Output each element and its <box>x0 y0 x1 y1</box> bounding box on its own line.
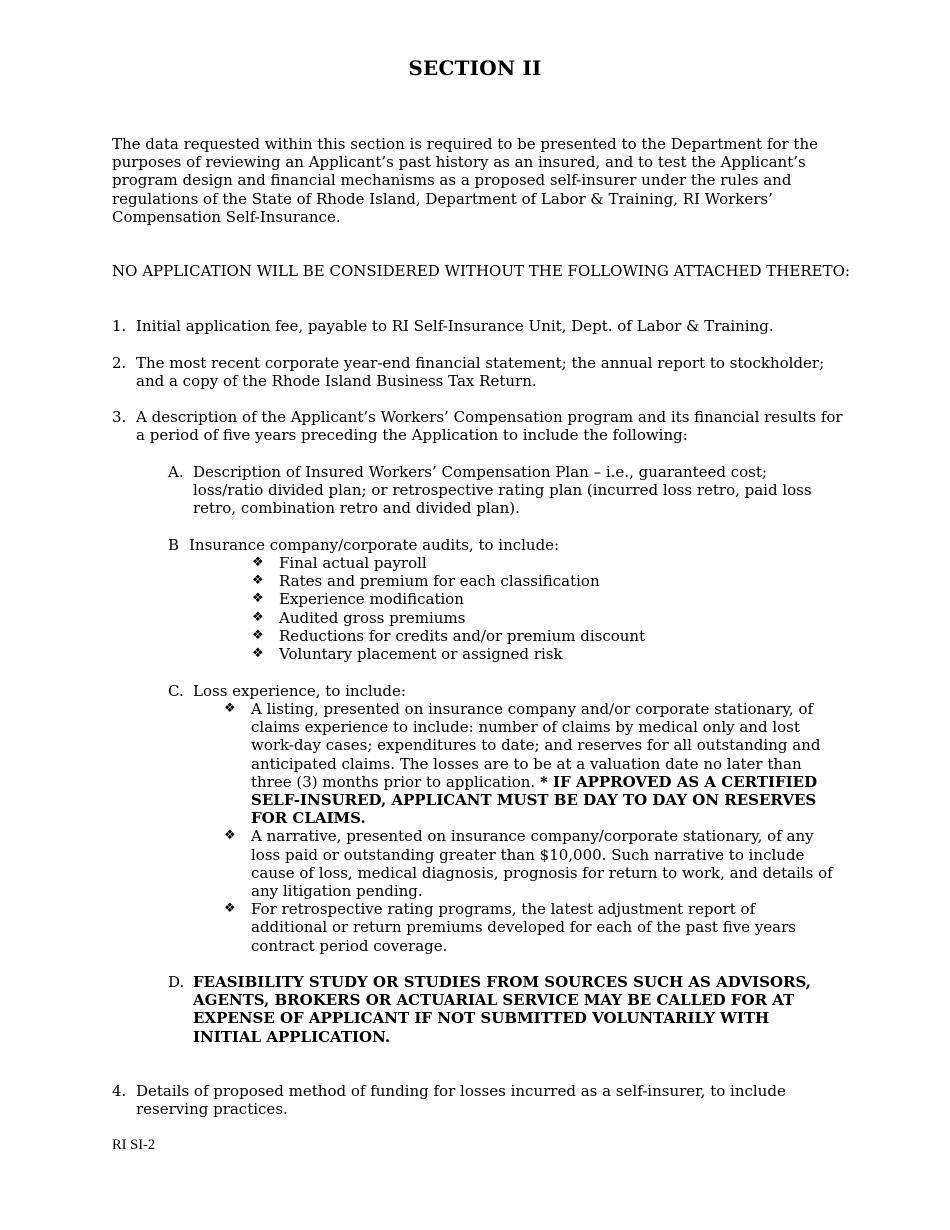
list-item: ❖ Reductions for credits and/or premium discount <box>252 626 646 645</box>
bullet-text: For retrospective rating programs, the latest adjustment report of additional or return premiums developed for each of the past five years contract period coverage. <box>251 900 796 955</box>
diamond-bullet-icon: ❖ <box>224 828 236 844</box>
list-item <box>224 827 834 900</box>
diamond-bullet-icon: ❖ <box>252 573 264 589</box>
sub-item-c <box>168 682 838 700</box>
list-item: ❖ Experience modification <box>252 590 464 609</box>
item-number: 3. <box>112 408 127 426</box>
diamond-bullet-icon: ❖ <box>224 901 236 917</box>
diamond-bullet-icon: ❖ <box>252 555 264 570</box>
item-number: 4. <box>112 1082 127 1100</box>
requirement-notice: NO APPLICATION WILL BE CONSIDERED WITHOUT THE FOLLOWING ATTACHED THERETO: <box>112 262 850 280</box>
form-number: RI SI-2 <box>112 1137 156 1153</box>
list-item-3 <box>112 408 852 444</box>
sub-item-letter: C. <box>168 682 184 700</box>
sub-item-a <box>168 463 813 518</box>
item-text: Details of proposed method of funding for losses incurred as a self-insurer, to include reserving practices. <box>136 1082 786 1119</box>
diamond-bullet-icon: ❖ <box>252 627 264 643</box>
sub-item-letter: B <box>168 536 180 554</box>
audit-bullet-list <box>252 554 752 663</box>
intro-paragraph: The data requested within this section is required to be presented to the Department for the purposes of reviewing an Applicant’s past history as an insured, and to test the Applicant’s program design and financial mechanisms as a proposed self-insurer under the rules and regulations of the State of Rhode Island, Department of Labor & Training, RI Workers’ Compensation Self-Insurance. <box>112 135 818 226</box>
item-number: 2. <box>112 354 127 372</box>
list-item <box>224 700 834 827</box>
sub-item-text: Description of Insured Workers’ Compensation Plan – i.e., guaranteed cost; loss/ratio divided plan; or retrospective rating plan (incurred loss retro, paid loss retro, combination retro and divided plan). <box>193 463 812 518</box>
list-item-1 <box>112 317 847 335</box>
list-item <box>224 900 834 955</box>
bullet-bold-warning: * IF APPROVED AS A CERTIFIED SELF-INSURED, APPLICANT MUST BE DAY TO DAY ON RESERVES FOR CLAIMS. <box>251 772 818 828</box>
list-item: ❖ Audited gross premiums <box>252 608 466 627</box>
list-item: ❖ Rates and premium for each classification <box>252 572 600 591</box>
item-text: Initial application fee, payable to RI Self-Insurance Unit, Dept. of Labor & Training. <box>136 317 774 335</box>
sub-item-text: Insurance company/corporate audits, to include: <box>189 536 560 554</box>
sub-item-letter: D. <box>168 973 185 991</box>
item-text: A description of the Applicant’s Workers’ Compensation program and its financial results for a period of five years preceding the Application to include the following: <box>136 408 843 445</box>
loss-experience-bullet-list <box>224 700 834 955</box>
bullet-text: A listing, presented on insurance company and/or corporate stationary, of claims experience to include: number of claims by medical only and lost work-day cases; expenditures to date; and reserves for all outstanding and anticipated claims. The losses are to be at a valuation date no later than three (3) months prior to application. <box>251 700 821 791</box>
diamond-bullet-icon: ❖ <box>252 609 264 625</box>
sub-item-b <box>168 536 838 554</box>
section-title: SECTION II <box>408 56 542 80</box>
sub-item-letter: A. <box>168 463 184 481</box>
list-item: ❖ Final actual payroll <box>252 554 427 572</box>
sub-item-text: FEASIBILITY STUDY OR STUDIES FROM SOURCES SUCH AS ADVISORS, AGENTS, BROKERS OR ACTUARIAL SERVICE MAY BE CALLED FOR AT EXPENSE OF APPLICANT IF NOT SUBMITTED VOLUNTARILY WITH INITIAL APPLICATION. <box>193 973 812 1046</box>
diamond-bullet-icon: ❖ <box>252 591 264 607</box>
diamond-bullet-icon: ❖ <box>252 646 264 662</box>
list-item: ❖ Voluntary placement or assigned risk <box>252 645 563 664</box>
item-number: 1. <box>112 317 127 335</box>
list-item-2 <box>112 354 847 390</box>
list-item-4 <box>112 1082 812 1118</box>
diamond-bullet-icon: ❖ <box>224 701 236 716</box>
sub-item-text: Loss experience, to include: <box>193 682 406 700</box>
bullet-text: A narrative, presented on insurance company/corporate stationary, of any loss paid or outstanding greater than $10,000. Such narrative to include cause of loss, medical diagnosis, prognosis for return to work, and details of any litigation pending. <box>251 827 833 901</box>
sub-item-d <box>168 973 818 1046</box>
item-text: The most recent corporate year-end financial statement; the annual report to stockholder; and a copy of the Rhode Island Business Tax Return. <box>136 354 825 391</box>
